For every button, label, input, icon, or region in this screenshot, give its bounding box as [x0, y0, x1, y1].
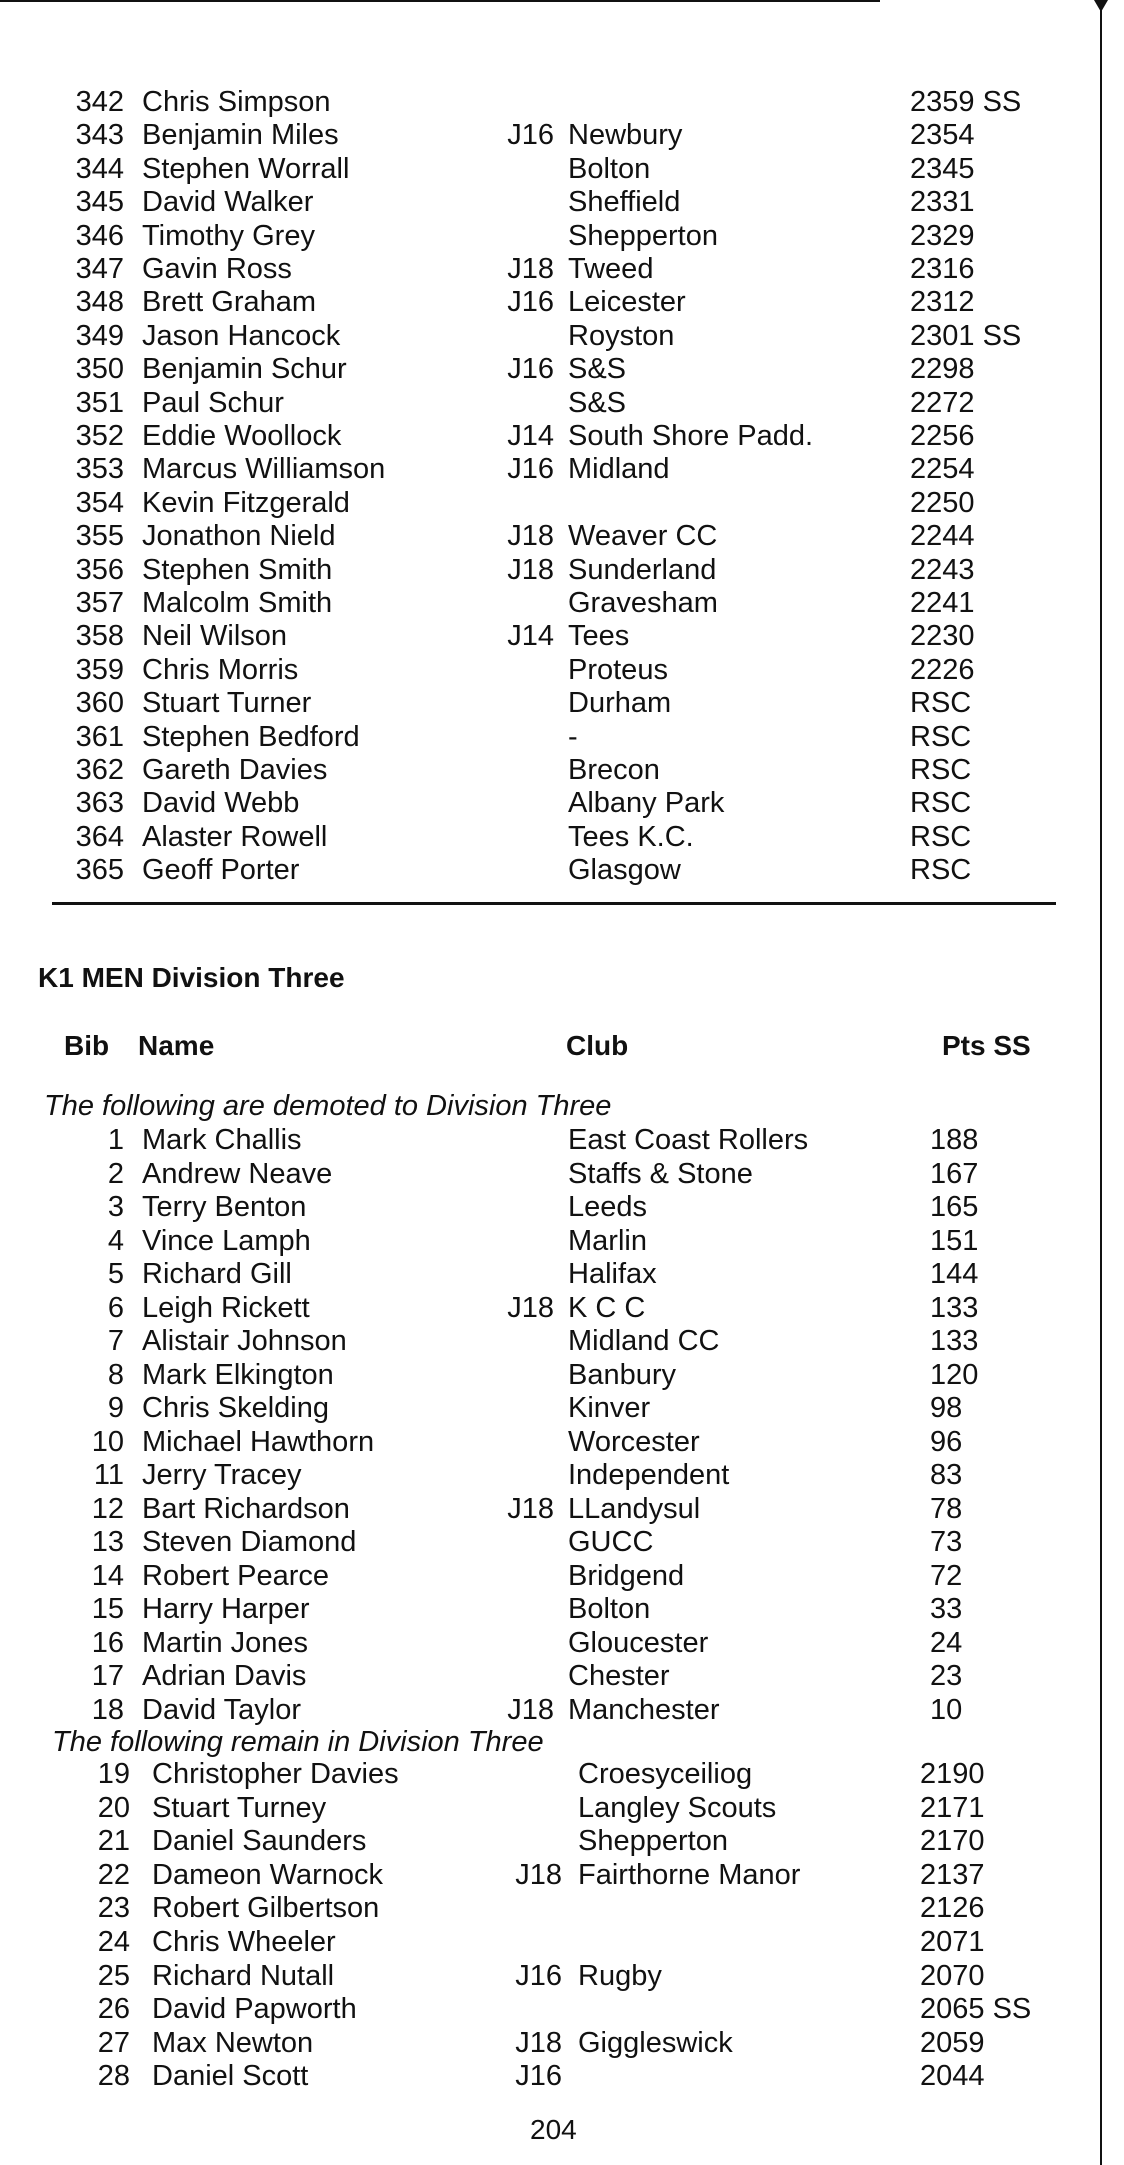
competitor-name: Terry Benton — [142, 1191, 307, 1223]
remain-note: The following remain in Division Three — [52, 1726, 544, 1758]
points: RSC — [910, 787, 972, 820]
result-row — [0, 554, 1080, 587]
points: 2226 — [910, 653, 975, 686]
result-row — [0, 1758, 1080, 1791]
bib-number: 360 — [75, 687, 124, 720]
result-row — [0, 186, 1080, 219]
competitor-name: Timothy Grey — [142, 219, 315, 252]
competitor-name: Max Newton — [152, 2026, 314, 2059]
result-row — [0, 787, 1080, 820]
club-name: Shepperton — [578, 1825, 728, 1858]
bib-number: 2 — [107, 1157, 124, 1190]
points: 167 — [930, 1157, 979, 1190]
points: 2256 — [910, 420, 975, 452]
result-row — [0, 1292, 1080, 1325]
points: 98 — [930, 1392, 963, 1424]
result-row — [0, 487, 1080, 520]
result-row — [0, 1627, 1080, 1660]
bib-number: 346 — [75, 219, 124, 252]
club-name: Marlin — [568, 1224, 647, 1257]
club-name: Midland CC — [568, 1325, 720, 1357]
division-heading: K1 MEN Division Three — [38, 962, 345, 993]
result-row — [0, 1158, 1080, 1191]
points: 2359 SS — [910, 86, 1022, 118]
junior-class: J18 — [507, 253, 554, 285]
points: 96 — [930, 1425, 963, 1458]
bib-number: 13 — [91, 1526, 124, 1558]
bib-number: 21 — [97, 1825, 130, 1858]
bib-number: 359 — [75, 653, 124, 686]
points: 2044 — [920, 2060, 985, 2093]
col-header-club: Club — [566, 1030, 629, 1061]
bib-number: 22 — [97, 1858, 130, 1891]
result-row — [0, 687, 1080, 720]
club-name: - — [568, 720, 578, 753]
bib-number: 365 — [75, 854, 124, 887]
competitor-name: Chris Wheeler — [152, 1926, 336, 1958]
club-name: Glasgow — [568, 854, 681, 887]
club-name: GUCC — [568, 1526, 654, 1558]
result-row — [0, 1694, 1080, 1727]
bib-number: 24 — [97, 1926, 130, 1958]
club-name: Midland — [568, 453, 670, 486]
bib-number: 17 — [91, 1660, 124, 1692]
result-row — [0, 119, 1080, 152]
result-row — [0, 1593, 1080, 1626]
result-row — [0, 1459, 1080, 1492]
points: 2312 — [910, 286, 975, 319]
bib-number: 345 — [75, 186, 124, 219]
competitor-name: Vince Lamph — [142, 1224, 311, 1257]
points: 2298 — [910, 353, 975, 386]
club-name: Manchester — [568, 1693, 720, 1726]
points: 188 — [930, 1124, 979, 1156]
bib-number: 343 — [75, 119, 124, 152]
bib-number: 1 — [107, 1124, 124, 1156]
points: 2354 — [910, 119, 975, 152]
points: 2272 — [910, 386, 975, 419]
competitor-name: Eddie Woollock — [142, 420, 342, 452]
club-name: Gloucester — [568, 1626, 709, 1659]
bib-number: 18 — [91, 1693, 124, 1726]
junior-class: J18 — [515, 1858, 562, 1891]
competitor-name: Dameon Warnock — [152, 1858, 384, 1891]
bib-number: 361 — [75, 720, 124, 753]
club-name: Albany Park — [568, 787, 725, 820]
bib-number: 20 — [97, 1791, 130, 1824]
bib-number: 355 — [75, 520, 124, 553]
result-row — [0, 453, 1080, 486]
club-name: Proteus — [568, 653, 668, 686]
junior-class: J18 — [507, 1492, 554, 1525]
competitor-name: Gavin Ross — [142, 253, 292, 285]
club-name: Sunderland — [568, 553, 717, 586]
points: 2250 — [910, 486, 975, 519]
points: 2241 — [910, 587, 975, 619]
competitor-name: Chris Skelding — [142, 1392, 329, 1424]
points: 2170 — [920, 1825, 985, 1858]
top-rule — [0, 0, 880, 2]
bib-number: 23 — [97, 1892, 130, 1925]
points: RSC — [910, 854, 972, 887]
club-name: Gravesham — [568, 587, 718, 619]
competitor-name: Bart Richardson — [142, 1492, 350, 1525]
points: RSC — [910, 720, 972, 753]
bib-number: 357 — [75, 587, 124, 619]
junior-class: J16 — [507, 453, 554, 486]
club-name: Leeds — [568, 1191, 648, 1223]
bib-number: 4 — [107, 1224, 124, 1257]
competitor-name: Alistair Johnson — [142, 1325, 347, 1357]
result-row — [0, 1560, 1080, 1593]
club-name: K C C — [568, 1291, 646, 1324]
result-row — [0, 1225, 1080, 1258]
result-row — [0, 1526, 1080, 1559]
result-row — [0, 1124, 1080, 1157]
bib-number: 9 — [107, 1392, 124, 1424]
bib-number: 344 — [75, 152, 124, 185]
corner-arrow-icon — [1094, 0, 1108, 12]
points: 2345 — [910, 152, 975, 185]
competitor-name: Richard Nutall — [152, 1959, 335, 1992]
points: 2071 — [920, 1926, 985, 1958]
bib-number: 353 — [75, 453, 124, 486]
points: 72 — [930, 1559, 963, 1592]
competitor-name: Alaster Rowell — [142, 820, 328, 853]
club-name: Bolton — [568, 1593, 651, 1625]
result-row — [0, 1993, 1080, 2026]
bib-number: 16 — [91, 1626, 124, 1659]
competitor-name: Robert Gilbertson — [152, 1892, 380, 1925]
points: 2190 — [920, 1758, 985, 1790]
points: 120 — [930, 1358, 979, 1391]
result-row — [0, 620, 1080, 653]
result-row — [0, 1191, 1080, 1224]
result-row — [0, 1926, 1080, 1959]
points: 2316 — [910, 253, 975, 285]
points: RSC — [910, 820, 972, 853]
section-divider — [52, 902, 1056, 905]
competitor-name: Chris Simpson — [142, 86, 331, 118]
bib-number: 348 — [75, 286, 124, 319]
competitor-name: Christopher Davies — [152, 1758, 399, 1790]
competitor-name: Paul Schur — [142, 386, 284, 419]
competitor-name: Benjamin Schur — [142, 353, 347, 386]
result-row — [0, 754, 1080, 787]
points: 33 — [930, 1593, 963, 1625]
junior-class: J18 — [507, 520, 554, 553]
result-row — [0, 2060, 1080, 2093]
competitor-name: Stuart Turner — [142, 687, 312, 720]
bib-number: 19 — [97, 1758, 130, 1790]
result-row — [0, 654, 1080, 687]
result-row — [0, 2027, 1080, 2060]
club-name: Durham — [568, 687, 672, 720]
page-number: 204 — [530, 2114, 577, 2145]
junior-class: J18 — [507, 1291, 554, 1324]
points: 10 — [930, 1693, 963, 1726]
points: 2126 — [920, 1892, 985, 1925]
junior-class: J14 — [507, 420, 554, 452]
competitor-name: David Walker — [142, 186, 314, 219]
points: 151 — [930, 1224, 979, 1257]
club-name: Worcester — [568, 1425, 700, 1458]
competitor-name: Martin Jones — [142, 1626, 309, 1659]
points: 2301 SS — [910, 319, 1022, 352]
competitor-name: Kevin Fitzgerald — [142, 486, 350, 519]
result-row — [0, 587, 1080, 620]
result-row — [0, 1258, 1080, 1291]
competitor-name: Marcus Williamson — [142, 453, 386, 486]
points: 2329 — [910, 219, 975, 252]
result-row — [0, 1392, 1080, 1425]
result-row — [0, 1493, 1080, 1526]
club-name: Independent — [568, 1459, 730, 1491]
competitor-name: Michael Hawthorn — [142, 1425, 375, 1458]
result-row — [0, 721, 1080, 754]
club-name: Bridgend — [568, 1559, 685, 1592]
result-row — [0, 854, 1080, 887]
result-row — [0, 353, 1080, 386]
club-name: S&S — [568, 353, 627, 386]
points: 2059 — [920, 2026, 985, 2059]
result-row — [0, 220, 1080, 253]
bib-number: 12 — [91, 1492, 124, 1525]
club-name: Shepperton — [568, 219, 718, 252]
result-row — [0, 821, 1080, 854]
points: 165 — [930, 1191, 979, 1223]
junior-class: J16 — [507, 353, 554, 386]
competitor-name: Robert Pearce — [142, 1559, 329, 1592]
right-rule — [1100, 0, 1102, 2165]
result-row — [0, 520, 1080, 553]
competitor-name: Mark Challis — [142, 1124, 302, 1156]
result-row — [0, 1660, 1080, 1693]
points: 83 — [930, 1459, 963, 1491]
competitor-name: Stephen Smith — [142, 553, 333, 586]
result-row — [0, 420, 1080, 453]
competitor-name: Daniel Saunders — [152, 1825, 367, 1858]
club-name: Bolton — [568, 152, 651, 185]
club-name: Newbury — [568, 119, 683, 152]
junior-class: J18 — [507, 1693, 554, 1726]
result-row — [0, 1960, 1080, 1993]
points: 24 — [930, 1626, 963, 1659]
club-name: Leicester — [568, 286, 686, 319]
competitor-name: Daniel Scott — [152, 2060, 309, 2093]
bib-number: 5 — [107, 1258, 124, 1290]
club-name: Staffs & Stone — [568, 1157, 753, 1190]
bib-number: 351 — [75, 386, 124, 419]
club-name: Banbury — [568, 1358, 677, 1391]
competitor-name: Stuart Turney — [152, 1791, 327, 1824]
result-row — [0, 286, 1080, 319]
competitor-name: Andrew Neave — [142, 1157, 333, 1190]
result-row — [0, 1825, 1080, 1858]
col-header-pts: Pts SS — [942, 1030, 1031, 1061]
points: 2331 — [910, 186, 975, 219]
demoted-note: The following are demoted to Division Three — [44, 1090, 612, 1122]
bib-number: 342 — [75, 86, 124, 118]
competitor-name: Neil Wilson — [142, 620, 288, 653]
bib-number: 15 — [91, 1593, 124, 1625]
bib-number: 28 — [97, 2060, 130, 2093]
club-name: Sheffield — [568, 186, 681, 219]
club-name: Royston — [568, 319, 675, 352]
result-row — [0, 320, 1080, 353]
result-row — [0, 1426, 1080, 1459]
competitor-name: Jonathon Nield — [142, 520, 336, 553]
points: 144 — [930, 1258, 979, 1290]
bib-number: 347 — [75, 253, 124, 285]
competitor-name: Malcolm Smith — [142, 587, 333, 619]
bib-number: 352 — [75, 420, 124, 452]
competitor-name: Steven Diamond — [142, 1526, 357, 1558]
junior-class: J16 — [515, 1959, 562, 1992]
junior-class: J16 — [507, 286, 554, 319]
club-name: Tees — [568, 620, 630, 653]
competitor-name: Jason Hancock — [142, 319, 341, 352]
competitor-name: David Papworth — [152, 1993, 357, 2026]
club-name: LLandysul — [568, 1492, 701, 1525]
competitor-name: David Taylor — [142, 1693, 302, 1726]
bib-number: 27 — [97, 2026, 130, 2059]
club-name: Giggleswick — [578, 2026, 733, 2059]
points: 23 — [930, 1660, 963, 1692]
points: 2243 — [910, 553, 975, 586]
result-row — [0, 1325, 1080, 1358]
club-name: Chester — [568, 1660, 670, 1692]
competitor-name: Gareth Davies — [142, 754, 328, 786]
bib-number: 3 — [107, 1191, 124, 1223]
club-name: South Shore Padd. — [568, 420, 814, 452]
club-name: Brecon — [568, 754, 660, 786]
bib-number: 354 — [75, 486, 124, 519]
result-row — [0, 387, 1080, 420]
bib-number: 14 — [91, 1559, 124, 1592]
club-name: Weaver CC — [568, 520, 718, 553]
competitor-name: Stephen Bedford — [142, 720, 360, 753]
points: 133 — [930, 1291, 979, 1324]
junior-class: J16 — [515, 2060, 562, 2093]
bib-number: 363 — [75, 787, 124, 820]
points: 133 — [930, 1325, 979, 1357]
club-name: S&S — [568, 386, 627, 419]
result-row — [0, 1859, 1080, 1892]
points: 2171 — [920, 1791, 985, 1824]
col-header-bib: Bib — [64, 1030, 110, 1061]
bib-number: 25 — [97, 1959, 130, 1992]
result-row — [0, 1792, 1080, 1825]
bib-number: 362 — [75, 754, 124, 786]
competitor-name: Adrian Davis — [142, 1660, 307, 1692]
competitor-name: Geoff Porter — [142, 854, 300, 887]
competitor-name: Mark Elkington — [142, 1358, 334, 1391]
points: 78 — [930, 1492, 963, 1525]
bib-number: 364 — [75, 820, 124, 853]
club-name: Halifax — [568, 1258, 657, 1290]
points: 2137 — [920, 1858, 985, 1891]
junior-class: J18 — [507, 553, 554, 586]
bib-number: 26 — [97, 1993, 130, 2026]
competitor-name: Brett Graham — [142, 286, 317, 319]
competitor-name: Chris Morris — [142, 653, 299, 686]
points: 2070 — [920, 1959, 985, 1992]
points: 2244 — [910, 520, 975, 553]
club-name: Tees K.C. — [568, 820, 694, 853]
bib-number: 358 — [75, 620, 124, 653]
points: RSC — [910, 687, 972, 720]
points: 73 — [930, 1526, 963, 1558]
result-row — [0, 1359, 1080, 1392]
club-name: Rugby — [578, 1959, 662, 1992]
competitor-name: Richard Gill — [142, 1258, 292, 1290]
result-row — [0, 153, 1080, 186]
competitor-name: Harry Harper — [142, 1593, 310, 1625]
club-name: Croesyceiliog — [578, 1758, 753, 1790]
points: 2254 — [910, 453, 975, 486]
competitor-name: Leigh Rickett — [142, 1291, 310, 1324]
bib-number: 350 — [75, 353, 124, 386]
result-row — [0, 253, 1080, 286]
bib-number: 11 — [93, 1459, 124, 1491]
club-name: Fairthorne Manor — [578, 1858, 801, 1891]
result-row — [0, 86, 1080, 119]
bib-number: 7 — [107, 1325, 124, 1357]
junior-class: J18 — [515, 2026, 562, 2059]
bib-number: 349 — [75, 319, 124, 352]
points: RSC — [910, 754, 972, 786]
junior-class: J14 — [507, 620, 554, 653]
junior-class: J16 — [507, 119, 554, 152]
bib-number: 356 — [75, 553, 124, 586]
col-header-name: Name — [138, 1030, 215, 1061]
bib-number: 6 — [107, 1291, 124, 1324]
club-name: Langley Scouts — [578, 1791, 777, 1824]
competitor-name: Jerry Tracey — [142, 1459, 302, 1491]
club-name: East Coast Rollers — [568, 1124, 809, 1156]
bib-number: 8 — [107, 1358, 124, 1391]
club-name: Tweed — [568, 253, 654, 285]
club-name: Kinver — [568, 1392, 651, 1424]
competitor-name: David Webb — [142, 787, 300, 820]
bib-number: 10 — [91, 1425, 124, 1458]
points: 2230 — [910, 620, 975, 653]
result-row — [0, 1892, 1080, 1925]
competitor-name: Benjamin Miles — [142, 119, 339, 152]
competitor-name: Stephen Worrall — [142, 152, 350, 185]
points: 2065 SS — [920, 1993, 1032, 2026]
